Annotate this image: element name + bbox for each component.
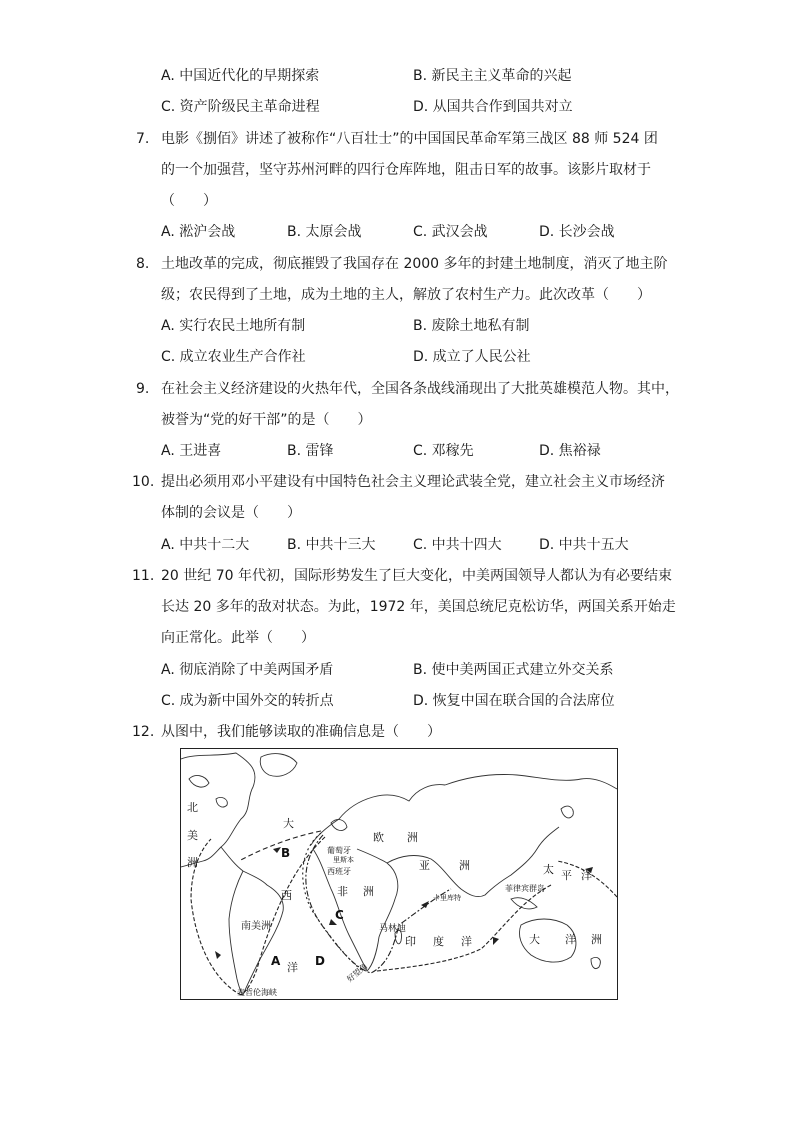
map-label: 大 — [283, 817, 294, 830]
map-label: 南美洲 — [241, 921, 271, 932]
africa-coast — [313, 849, 398, 971]
route-letter: D — [315, 954, 325, 968]
map-label: 洋 — [581, 869, 592, 882]
question-number: 11. — [132, 568, 155, 584]
map-label: 非 — [337, 885, 348, 898]
voyage-map — [180, 748, 618, 1000]
q6-option-c[interactable]: C. 资产阶级民主革命进程 — [161, 99, 320, 115]
route-letter: C — [335, 908, 344, 922]
question-text-line: （ ） — [161, 193, 217, 209]
britain-coast — [331, 820, 347, 831]
map-label: 印 — [405, 935, 416, 948]
map-label: 洲 — [459, 859, 470, 872]
map-label: 西班牙 — [327, 867, 351, 876]
q11-option-c[interactable]: C. 成为新中国外交的转折点 — [161, 693, 334, 709]
q7-option-b[interactable]: B. 太原会战 — [287, 224, 362, 240]
map-label: 葡萄牙 — [327, 846, 351, 855]
question-text-line: 从图中，我们能够读取的准确信息是（ ） — [161, 724, 441, 740]
map-label: 卡里库特 — [433, 894, 461, 902]
question-text-line: 在社会主义经济建设的火热年代，全国各条战线涌现出了大批英雄模范人物。其中， — [161, 381, 679, 397]
map-label: 好望角 — [345, 961, 370, 984]
q7-option-a[interactable]: A. 淞沪会战 — [161, 224, 236, 240]
q10-option-d[interactable]: D. 中共十五大 — [539, 537, 629, 553]
lake-outline — [216, 797, 227, 807]
route-arrow — [273, 847, 281, 853]
japan-coast — [561, 806, 573, 818]
q6-option-b[interactable]: B. 新民主主义革命的兴起 — [413, 68, 572, 84]
q8-option-c[interactable]: C. 成立农业生产合作社 — [161, 349, 306, 365]
map-label: 麦哲伦海峡 — [237, 988, 277, 997]
question-number: 8. — [136, 256, 150, 272]
q9-option-a[interactable]: A. 王进喜 — [161, 443, 222, 459]
q6-option-a[interactable]: A. 中国近代化的早期探索 — [161, 68, 320, 84]
q9-option-c[interactable]: C. 邓稼先 — [413, 443, 474, 459]
map-label: 菲律宾群岛 — [505, 884, 545, 893]
route-da-gama — [306, 835, 451, 973]
route-columbus — [239, 831, 321, 861]
q8-option-b[interactable]: B. 废除土地私有制 — [413, 318, 530, 334]
q10-option-c[interactable]: C. 中共十四大 — [413, 537, 502, 553]
map-label: 度 — [433, 935, 444, 948]
map-label: 洋 — [461, 935, 472, 948]
map-label: 北 — [187, 801, 198, 814]
map-label: 美 — [187, 829, 198, 842]
new-zealand-coast — [591, 957, 600, 968]
question-text-line: 长达 20 多年的敌对状态。为此，1972 年，美国总统尼克松访华，两国关系开始走 — [161, 599, 676, 615]
q11-option-d[interactable]: D. 恢复中国在联合国的合法席位 — [413, 693, 615, 709]
q11-option-a[interactable]: A. 彻底消除了中美两国矛盾 — [161, 662, 334, 678]
asia-north-coast — [445, 774, 617, 789]
map-label: 洲 — [363, 885, 374, 898]
map-labels — [187, 801, 602, 997]
q9-option-d[interactable]: D. 焦裕禄 — [539, 443, 601, 459]
map-label: 太 — [543, 863, 554, 876]
question-text-line: 向正常化。此举（ ） — [161, 630, 315, 646]
map-label: 欧 — [373, 831, 384, 844]
question-number: 12. — [132, 724, 155, 740]
question-text-line: 电影《捌佰》讲述了被称作“八百壮士”的中国国民革命军第三战区 88 师 524 团 — [161, 131, 658, 147]
map-label: 亚 — [419, 859, 430, 872]
q8-option-a[interactable]: A. 实行农民土地所有制 — [161, 318, 306, 334]
voyage-map-svg — [181, 749, 617, 999]
q7-option-d[interactable]: D. 长沙会战 — [539, 224, 615, 240]
map-label: 洋 — [565, 933, 576, 946]
question-text-line: 体制的会议是（ ） — [161, 505, 301, 521]
question-number: 10. — [132, 474, 155, 490]
map-label: 马林迪 — [379, 924, 407, 934]
q9-option-b[interactable]: B. 雷锋 — [287, 443, 334, 459]
island-coast — [511, 898, 537, 909]
route-arrow — [215, 951, 221, 959]
q6-option-d[interactable]: D. 从国共合作到国共对立 — [413, 99, 573, 115]
question-text-line: 土地改革的完成，彻底摧毁了我国存在 2000 多年的封建土地制度，消灭了地主阶 — [161, 256, 668, 272]
map-label: 西 — [281, 889, 292, 902]
q11-option-b[interactable]: B. 使中美两国正式建立外交关系 — [413, 662, 614, 678]
q7-option-c[interactable]: C. 武汉会战 — [413, 224, 488, 240]
q8-option-d[interactable]: D. 成立了人民公社 — [413, 349, 531, 365]
question-text-line: 级；农民得到了土地，成为土地的主人，解放了农村生产力。此次改革（ ） — [161, 287, 651, 303]
map-label: 平 — [561, 869, 572, 882]
map-label: 里斯本 — [333, 856, 354, 864]
question-number: 9. — [136, 381, 150, 397]
route-letter: A — [271, 954, 281, 968]
route-arrow — [493, 937, 499, 945]
question-text-line: 的一个加强营，坚守苏州河畔的四行仓库阵地，阻击日军的故事。该影片取材于 — [161, 162, 651, 178]
map-label: 洲 — [407, 831, 418, 844]
map-label: 洋 — [287, 961, 298, 974]
map-label: 洲 — [187, 856, 198, 869]
south-america-west-coast — [229, 871, 243, 995]
greenland-coast — [260, 754, 297, 777]
q10-option-a[interactable]: A. 中共十二大 — [161, 537, 250, 553]
question-text-line: 被誉为“党的好干部”的是（ ） — [161, 412, 372, 428]
voyage-routes — [191, 831, 617, 995]
map-label: 洲 — [591, 933, 602, 946]
question-number: 7. — [136, 131, 150, 147]
question-text-line: 20 世纪 70 年代初，国际形势发生了巨大变化，中美两国领导人都认为有必要结束 — [161, 568, 672, 584]
map-label: 大 — [529, 933, 540, 946]
lake-outline — [189, 776, 209, 788]
question-text-line: 提出必须用邓小平建设有中国特色社会主义理论武装全党，建立社会主义市场经济 — [161, 474, 665, 490]
route-letter: B — [281, 846, 291, 860]
q10-option-b[interactable]: B. 中共十三大 — [287, 537, 376, 553]
